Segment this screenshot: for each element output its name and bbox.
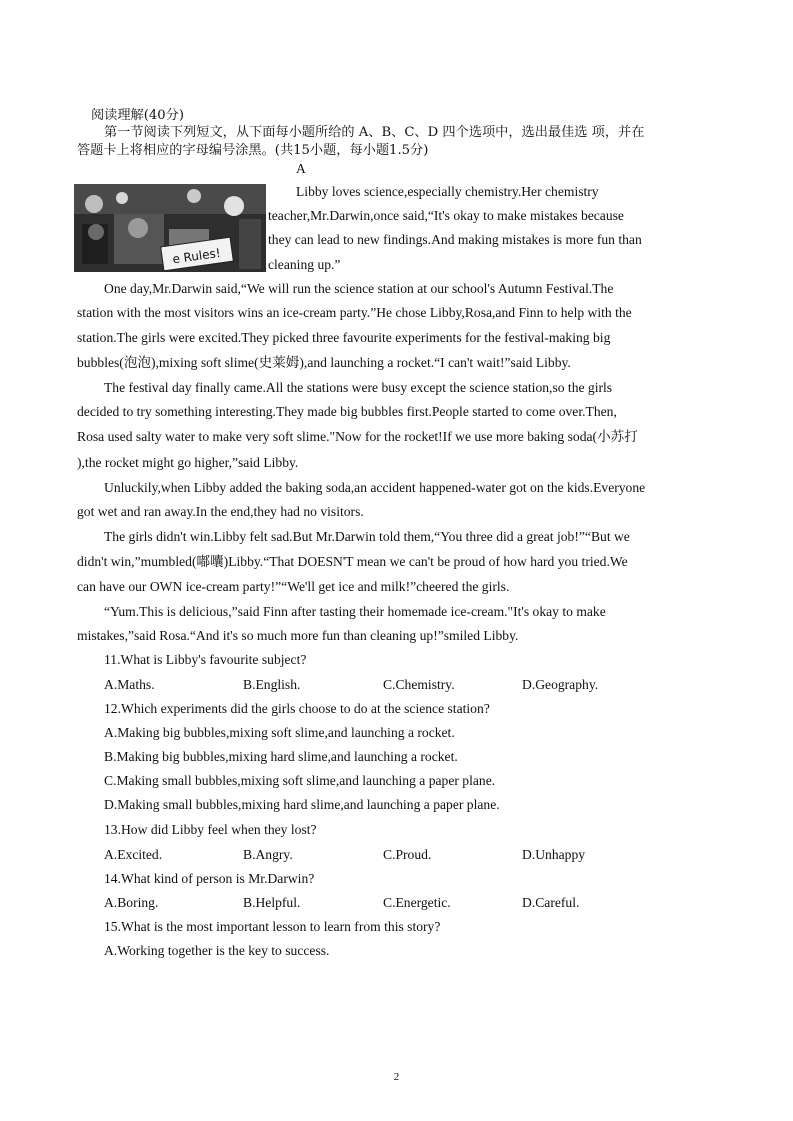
instruction-line-2: 答题卡上将相应的字母编号涂黑。(共15小题，每小题1.5分) [77,143,429,158]
passage-line: Libby loves science,especially chemistry.Her chemistry [296,184,599,199]
question-13-option-d[interactable]: D.Unhappy [522,847,586,862]
question-12-option-a[interactable]: A.Making big bubbles,mixing soft slime,and launching a rocket. [104,725,455,740]
passage-line: didn't win,”mumbled(嘟囔)Libby.“That DOESN'T mean we can't be proud of how hard you tried.We [77,554,628,569]
question-14-option-d[interactable]: D.Careful. [522,895,580,910]
passage-line: Rosa used salty water to make very soft slime."Now for the rocket!If we use more baking soda(小苏打 [77,429,638,444]
question-11-stem: 11.What is Libby's favourite subject? [104,652,307,667]
question-11-option-a[interactable]: A.Maths. [104,677,155,692]
question-13-option-a[interactable]: A.Excited. [104,847,163,862]
passage-line: can have our OWN ice-cream party!”“We'll get ice and milk!”cheered the girls. [77,579,510,594]
question-14-stem: 14.What kind of person is Mr.Darwin? [104,871,315,886]
passage-line: Unluckily,when Libby added the baking soda,an accident happened-water got on the kids.Everyone [104,480,646,495]
passage-line: station with the most visitors wins an ice-cream party.”He chose Libby,Rosa,and Finn to help with the [77,305,632,320]
section-heading: 阅读理解(40分) [91,108,185,123]
passage-line: The girls didn't win.Libby felt sad.But Mr.Darwin told them,“You three did a great job!”“But we [104,529,630,544]
question-13-stem: 13.How did Libby feel when they lost? [104,822,317,837]
passage-line: cleaning up.” [268,257,341,272]
question-11-option-b[interactable]: B.English. [243,677,301,692]
question-12-option-b[interactable]: B.Making big bubbles,mixing hard slime,and launching a rocket. [104,749,458,764]
passage-line: they can lead to new findings.And making mistakes is more fun than [268,232,642,247]
passage-line: “Yum.This is delicious,”said Finn after tasting their homemade ice-cream."It's okay to make [104,604,606,619]
question-15-stem: 15.What is the most important lesson to learn from this story? [104,919,441,934]
passage-line: teacher,Mr.Darwin,once said,“It's okay to make mistakes because [268,208,624,223]
passage-line: bubbles(泡泡),mixing soft slime(史莱姆),and launching a rocket.“I can't wait!”said Libby. [77,355,571,370]
question-12-stem: 12.Which experiments did the girls choose to do at the science station? [104,701,490,716]
question-13-option-c[interactable]: C.Proud. [383,847,432,862]
question-12-option-c[interactable]: C.Making small bubbles,mixing soft slime,and launching a paper plane. [104,773,496,788]
passage-line: mistakes,”said Rosa.“And it's so much more fun than cleaning up!”smiled Libby. [77,628,519,643]
page-number: 2 [393,1071,400,1083]
question-11-option-d[interactable]: D.Geography. [522,677,599,692]
question-14-option-c[interactable]: C.Energetic. [383,895,451,910]
question-13-option-b[interactable]: B.Angry. [243,847,293,862]
question-14-option-a[interactable]: A.Boring. [104,895,159,910]
passage-line: ),the rocket might go higher,”said Libby. [77,455,299,470]
photo-sign-text: e Rules! [171,245,222,267]
passage-label: A [296,161,306,176]
passage-line: got wet and ran away.In the end,they had no visitors. [77,504,364,519]
question-11-option-c[interactable]: C.Chemistry. [383,677,455,692]
passage-line: The festival day finally came.All the stations were busy except the science station,so the girls [104,380,613,395]
question-12-option-d[interactable]: D.Making small bubbles,mixing hard slime,and launching a paper plane. [104,797,500,812]
passage-line: One day,Mr.Darwin said,“We will run the science station at our school's Autumn Festival.The [104,281,614,296]
instruction-line-1: 第一节阅读下列短文，从下面每小题所给的 A、B、C、D 四个选项中，选出最佳选 项，并在 [104,125,645,140]
passage-line: decided to try something interesting.They made big bubbles first.People started to come over.Then, [77,404,617,419]
question-14-option-b[interactable]: B.Helpful. [243,895,301,910]
question-15-option-a[interactable]: A.Working together is the key to success. [104,943,330,958]
passage-line: station.The girls were excited.They picked three favourite experiments for the festival-making big [77,330,611,345]
passage-photo [74,184,266,272]
